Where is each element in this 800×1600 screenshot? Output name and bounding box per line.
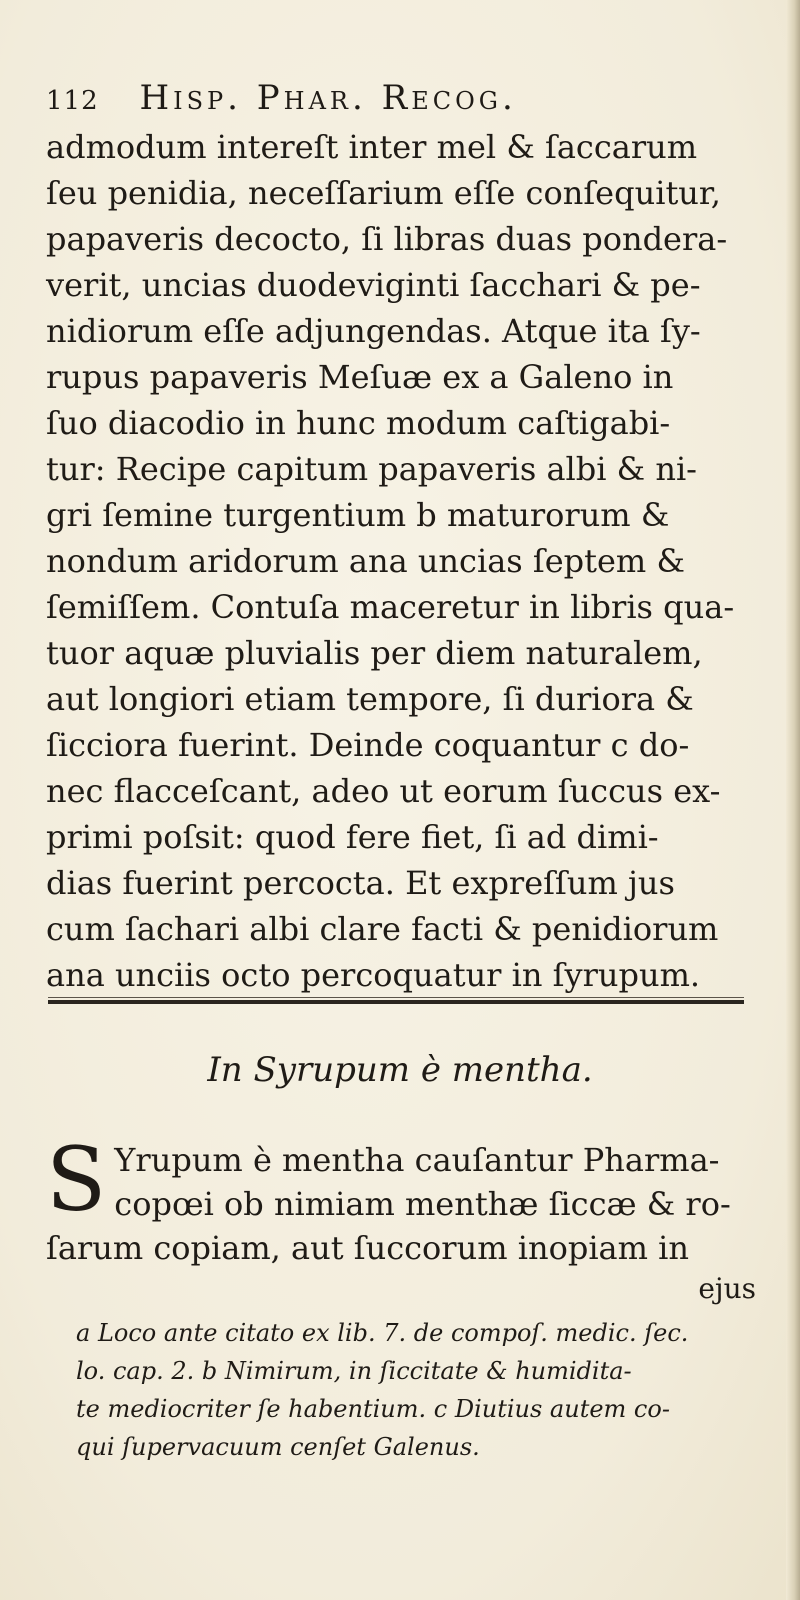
footnote-line: a Loco ante citato ex lib. 7. de compoſ. medic. ſec. — [76, 1319, 689, 1347]
text-line: cum ſachari albi clare facti & penidiorum — [46, 910, 719, 948]
text-line: tuor aquæ pluvialis per diem naturalem, — [46, 634, 703, 672]
text-line: ſicciora fuerint. Deinde coquantur c do- — [46, 726, 690, 764]
text-line: dias fuerint percocta. Et expreſſum jus — [46, 864, 675, 902]
text-line: ana unciis octo percoquatur in ſyrupum. — [46, 956, 701, 994]
page-edge — [786, 0, 800, 1600]
text-line: nec flacceſcant, adeo ut eorum ſuccus ex- — [46, 772, 721, 810]
text-line: verit, uncias duodeviginti ſacchari & pe- — [46, 266, 701, 304]
footnotes — [76, 1314, 756, 1466]
catchword: ejus — [698, 1272, 756, 1305]
text-line: ſarum copiam, aut ſuccorum inopiam in — [46, 1229, 689, 1267]
text-line: admodum intereſt inter mel & ſaccarum — [46, 128, 698, 166]
main-text-block — [46, 124, 746, 998]
text-line: nidiorum eſſe adjungendas. Atque ita ſy- — [46, 312, 701, 350]
text-line: ſuo diacodio in hunc modum caſtigabi- — [46, 404, 671, 442]
drop-cap: S — [46, 1128, 107, 1231]
text-line: gri ſemine turgentium b maturorum & — [46, 496, 670, 534]
footnote-line: lo. cap. 2. b Nimirum, in ſiccitate & humidita- — [76, 1357, 632, 1385]
footnote-line: qui ſupervacuum cenſet Galenus. — [76, 1433, 480, 1461]
text-line: tur: Recipe capitum papaveris albi & ni- — [46, 450, 697, 488]
text-line: primi poſsit: quod fere fiet, ſi ad dimi- — [46, 818, 659, 856]
running-head — [46, 78, 746, 118]
text-line: ſemiſſem. Contuſa maceretur in libris qua- — [46, 588, 735, 626]
text-line: rupus papaveris Meſuæ ex a Galeno in — [46, 358, 674, 396]
section-divider — [48, 1000, 744, 1004]
text-line: copœi ob nimiam menthæ ſiccæ & ro- — [114, 1185, 731, 1223]
section-heading: In Syrupum è mentha. — [207, 1050, 593, 1090]
footnote-line: te mediocriter ſe habentium. c Diutius autem co- — [76, 1395, 670, 1423]
text-line: ſeu penidia, neceſſarium eſſe conſequitur, — [46, 174, 721, 212]
text-line: papaveris decocto, ſi libras duas pondera- — [46, 220, 728, 258]
divider-thin — [48, 997, 744, 998]
page-number: 112 — [46, 86, 99, 116]
text-line: aut longiori etiam tempore, ſi duriora & — [46, 680, 694, 718]
section-text-block — [46, 1128, 746, 1270]
text-line: Yrupum è mentha cauſantur Pharma- — [114, 1141, 720, 1179]
running-title: Hisp. Phar. Recog. — [139, 78, 517, 118]
text-line: nondum aridorum ana uncias ſeptem & — [46, 542, 685, 580]
